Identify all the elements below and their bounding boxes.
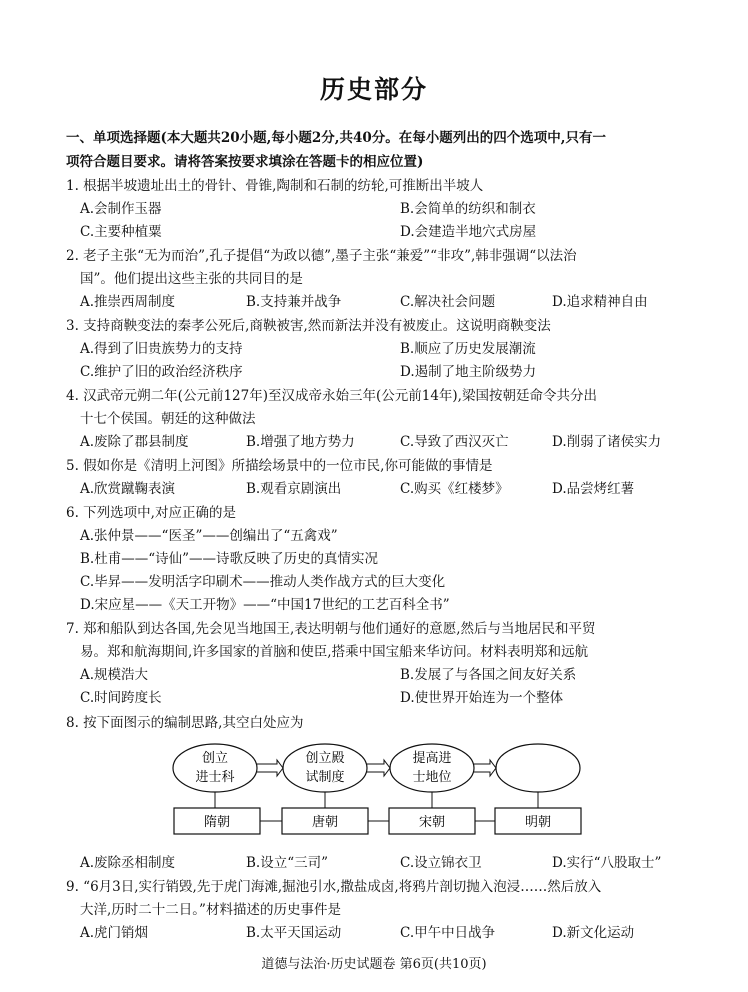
box-3-label: 宋朝	[418, 815, 446, 830]
q7-option-b: B.发展了与各国之间友好关系	[400, 667, 577, 683]
oval-1-line-1: 创立	[201, 751, 229, 766]
q8-option-a: A.废除丞相制度	[80, 855, 176, 871]
q1-option-a: A.会制作玉器	[80, 201, 162, 217]
section-heading-line-1: 一、单项选择题(本大题共20小题,每小题2分,共40分。在每小题列出的四个选项中,只有一	[66, 130, 606, 146]
q9-option-b: B.太平天国运动	[246, 925, 342, 941]
question-4-stem-line-2: 十七个侯国。朝廷的这种做法	[80, 411, 256, 427]
q9-option-d: D.新文化运动	[552, 925, 635, 941]
box-dynasty-1	[174, 808, 260, 834]
q5-option-b: B.观看京剧演出	[246, 481, 342, 497]
q6-option-a: A.张仲景——“医圣”——创编出了“五禽戏”	[80, 528, 338, 544]
q3-option-b: B.顺应了历史发展潮流	[400, 341, 536, 357]
question-2-stem-line-2: 国”。他们提出这些主张的共同目的是	[80, 271, 303, 287]
q8-option-c: C.设立锦衣卫	[400, 855, 482, 871]
question-5-stem: 5. 假如你是《清明上河图》所描绘场景中的一位市民,你可能做的事情是	[66, 458, 493, 474]
box-dynasty-4	[495, 808, 581, 834]
arrow-2	[367, 760, 390, 776]
question-9-stem-line-1: 9. “6月3日,实行销毁,先于虎门海滩,掘池引水,撒盐成卤,将鸦片剖切抛入泡浸……然后放入	[66, 879, 602, 895]
question-6-stem: 6. 下列选项中,对应正确的是	[66, 505, 236, 521]
question-9-stem-line-2: 大洋,历时二十二日。”材料描述的历史事件是	[80, 902, 341, 918]
q5-option-a: A.欣赏蹴鞠表演	[80, 481, 176, 497]
q8-option-d: D.实行“八股取士”	[552, 855, 662, 871]
q1-option-b: B.会简单的纺织和制衣	[400, 201, 536, 217]
box-2-label: 唐朝	[311, 815, 339, 830]
q1-option-d: D.会建造半地穴式房屋	[400, 224, 537, 240]
q3-option-d: D.遏制了地主阶级势力	[400, 364, 537, 380]
box-dynasty-2	[282, 808, 368, 834]
q2-option-a: A.推崇西周制度	[80, 294, 176, 310]
oval-node-2	[283, 744, 367, 792]
q2-option-b: B.支持兼并战争	[246, 294, 342, 310]
flow-arrows	[257, 760, 496, 776]
q4-option-c: C.导致了西汉灭亡	[400, 434, 509, 450]
q3-option-c: C.维护了旧的政治经济秩序	[80, 364, 243, 380]
section-heading-line-2: 项符合题目要求。请将答案按要求填涂在答题卡的相应位置)	[66, 154, 424, 170]
oval-3-line-2: 士地位	[412, 770, 452, 785]
q4-option-a: A.废除了郡县制度	[80, 434, 189, 450]
oval-node-4-blank	[496, 744, 580, 792]
q1-option-c: C.主要种植粟	[80, 224, 162, 240]
page-title: 历史部分	[319, 75, 428, 104]
q2-option-d: D.追求精神自由	[552, 294, 648, 310]
oval-3-line-1: 提高进	[412, 751, 452, 766]
question-2-stem-line-1: 2. 老子主张“无为而治”,孔子提倡“为政以德”,墨子主张“兼爱”“非攻”,韩非强调“以法治	[66, 248, 577, 264]
q4-option-d: D.削弱了诸侯实力	[552, 434, 662, 450]
question-3-stem: 3. 支持商鞅变法的秦孝公死后,商鞅被害,然而新法并没有被废止。这说明商鞅变法	[66, 318, 551, 334]
q7-option-a: A.规模浩大	[80, 667, 149, 683]
q6-option-d: D.宋应星——《天工开物》——“中国17世纪的工艺百科全书”	[80, 597, 450, 613]
question-1-stem: 1. 根据半坡遗址出土的骨针、骨锥,陶制和石制的纺轮,可推断出半坡人	[66, 178, 484, 194]
arrow-1	[257, 760, 283, 776]
q2-option-c: C.解决社会问题	[400, 294, 496, 310]
q9-option-a: A.虎门销烟	[80, 925, 149, 941]
q8-option-b: B.设立“三司”	[246, 855, 329, 871]
flow-diagram	[160, 740, 590, 840]
q5-option-c: C.购买《红楼梦》	[400, 481, 509, 497]
oval-node-1	[173, 744, 257, 792]
q5-option-d: D.品尝烤红薯	[552, 481, 635, 497]
connector-lines	[215, 792, 538, 808]
question-4-stem-line-1: 4. 汉武帝元朔二年(公元前127年)至汉成帝永始三年(公元前14年),梁国按朝廷命令共分出	[66, 388, 597, 404]
question-8-stem: 8. 按下面图示的编制思路,其空白处应为	[66, 715, 304, 731]
question-7-stem-line-2: 易。郑和航海期间,许多国家的首脑和使臣,搭乘中国宝船来华访问。材料表明郑和远航	[80, 644, 589, 660]
q7-option-c: C.时间跨度长	[80, 690, 162, 706]
oval-2-line-2: 试制度	[305, 770, 345, 785]
q7-option-d: D.使世界开始连为一个整体	[400, 690, 564, 706]
oval-2-line-1: 创立殿	[305, 751, 345, 766]
page-footer: 道德与法治·历史试题卷 第6页(共10页)	[261, 957, 487, 972]
box-dynasty-3	[389, 808, 475, 834]
q6-option-c: C.毕昇——发明活字印刷术——推动人类作战方式的巨大变化	[80, 574, 446, 590]
q3-option-a: A.得到了旧贵族势力的支持	[80, 341, 243, 357]
q9-option-c: C.甲午中日战争	[400, 925, 496, 941]
oval-node-3	[390, 744, 474, 792]
box-1-label: 隋朝	[203, 815, 231, 830]
q4-option-b: B.增强了地方势力	[246, 434, 355, 450]
box-4-label: 明朝	[524, 815, 552, 830]
oval-1-line-2: 进士科	[195, 770, 235, 785]
arrow-3	[474, 760, 496, 776]
q6-option-b: B.杜甫——“诗仙”——诗歌反映了历史的真情实况	[80, 551, 379, 567]
question-7-stem-line-1: 7. 郑和船队到达各国,先会见当地国王,表达明朝与他们通好的意愿,然后与当地居民和平贸	[66, 621, 596, 637]
